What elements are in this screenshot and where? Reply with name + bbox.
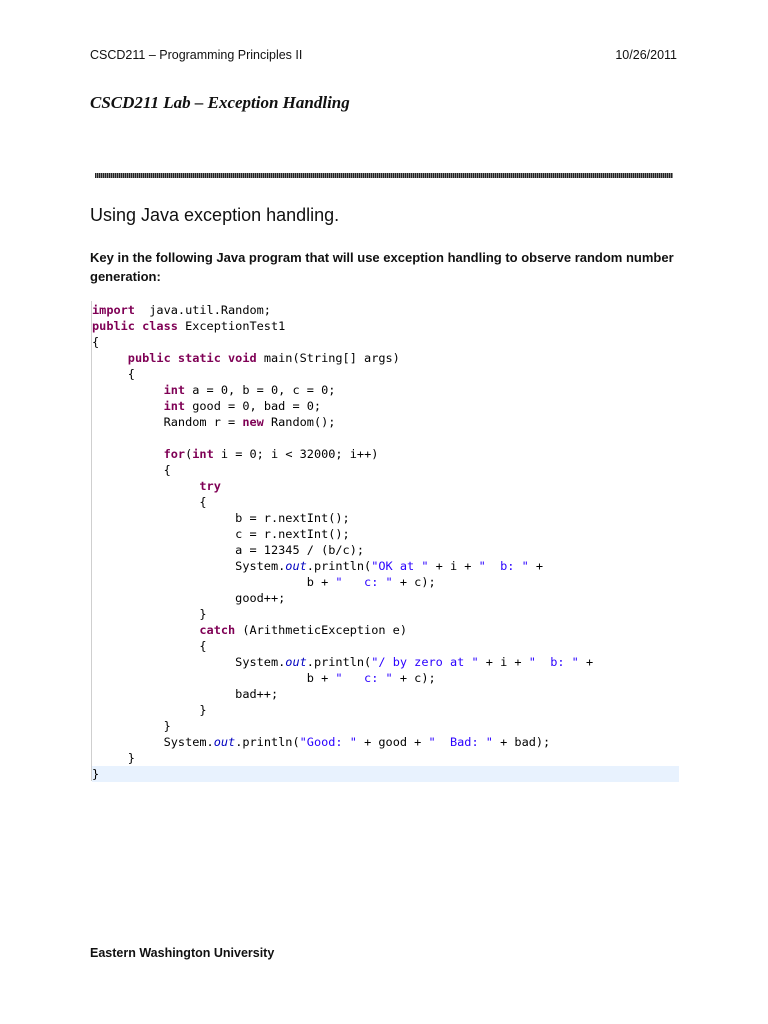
code-token: a = 12345 / (b/c); bbox=[92, 543, 365, 557]
code-token: catch bbox=[199, 623, 236, 637]
code-token: bad++; bbox=[92, 687, 279, 701]
code-token: + i + bbox=[428, 559, 479, 573]
intro-paragraph: Key in the following Java program that will use exception handling to observe random number generation: bbox=[90, 250, 674, 284]
code-token: new bbox=[242, 415, 264, 429]
code-line bbox=[92, 558, 543, 574]
code-line bbox=[92, 494, 207, 510]
code-token: good = 0, bad = 0; bbox=[185, 399, 322, 413]
code-token: + c); bbox=[392, 671, 436, 685]
code-token: + i + bbox=[478, 655, 529, 669]
code-listing bbox=[91, 301, 679, 781]
code-token: .println( bbox=[306, 559, 372, 573]
code-line bbox=[92, 670, 436, 686]
code-line bbox=[92, 542, 364, 558]
code-token: " Bad: " bbox=[428, 735, 493, 749]
code-line bbox=[92, 654, 593, 670]
code-line bbox=[92, 510, 350, 526]
code-line bbox=[92, 638, 207, 654]
code-line bbox=[92, 318, 285, 334]
code-token: + good + bbox=[356, 735, 429, 749]
code-line bbox=[92, 590, 285, 606]
code-token: { bbox=[92, 335, 100, 349]
code-token: i = 0; i < 32000; i++) bbox=[213, 447, 379, 461]
code-token: "OK at " bbox=[371, 559, 429, 573]
code-line bbox=[92, 398, 321, 414]
code-token: ExceptionTest1 bbox=[177, 319, 286, 333]
code-token: int bbox=[163, 383, 186, 397]
code-line bbox=[92, 478, 221, 494]
code-token: (ArithmeticException e) bbox=[235, 623, 407, 637]
code-token: " b: " bbox=[528, 655, 579, 669]
code-token: " b: " bbox=[478, 559, 529, 573]
code-line bbox=[92, 334, 99, 350]
code-token: Random(); bbox=[263, 415, 336, 429]
code-token: { bbox=[92, 639, 207, 653]
code-token: + bad); bbox=[492, 735, 551, 749]
code-token: System. bbox=[92, 735, 214, 749]
code-line bbox=[92, 702, 207, 718]
code-line bbox=[92, 574, 436, 590]
code-token: } bbox=[92, 751, 135, 765]
code-token bbox=[92, 447, 164, 461]
code-line bbox=[92, 302, 271, 318]
code-token: a = 0, b = 0, c = 0; bbox=[185, 383, 336, 397]
code-token: .println( bbox=[306, 655, 372, 669]
code-token: int bbox=[163, 399, 186, 413]
code-line-highlighted bbox=[92, 766, 679, 782]
code-token: java.util.Random; bbox=[134, 303, 271, 317]
code-token: b + bbox=[92, 671, 336, 685]
code-token: try bbox=[199, 479, 221, 493]
code-line bbox=[92, 606, 207, 622]
code-line bbox=[92, 414, 335, 430]
code-token: out bbox=[285, 559, 307, 573]
code-line bbox=[92, 622, 407, 638]
code-line bbox=[92, 446, 378, 462]
code-token: b = r.nextInt(); bbox=[92, 511, 350, 525]
code-line bbox=[92, 350, 400, 366]
code-token: "Good: " bbox=[299, 735, 357, 749]
code-line bbox=[92, 750, 135, 766]
code-token: "/ by zero at " bbox=[371, 655, 479, 669]
code-token: main(String[] args) bbox=[256, 351, 400, 365]
code-token: + bbox=[578, 655, 594, 669]
code-token: " c: " bbox=[335, 575, 393, 589]
code-token: } bbox=[92, 767, 100, 781]
code-token bbox=[92, 479, 199, 493]
code-line bbox=[92, 526, 350, 542]
code-token: c = r.nextInt(); bbox=[92, 527, 350, 541]
code-token: out bbox=[285, 655, 307, 669]
code-line bbox=[92, 734, 550, 750]
code-token: public class bbox=[92, 319, 178, 333]
code-token bbox=[92, 399, 164, 413]
code-token: } bbox=[92, 719, 171, 733]
header-date: 10/26/2011 bbox=[615, 48, 677, 62]
footer-institution: Eastern Washington University bbox=[90, 946, 275, 960]
code-token: good++; bbox=[92, 591, 286, 605]
code-token: } bbox=[92, 607, 207, 621]
code-token: Random r = bbox=[92, 415, 243, 429]
code-token: " c: " bbox=[335, 671, 393, 685]
code-token: System. bbox=[92, 559, 286, 573]
code-token bbox=[92, 623, 199, 637]
code-token: System. bbox=[92, 655, 286, 669]
code-line bbox=[92, 366, 135, 382]
code-token: { bbox=[92, 495, 207, 509]
code-line bbox=[92, 462, 171, 478]
code-token: { bbox=[92, 367, 135, 381]
section-heading: Using Java exception handling. bbox=[90, 205, 340, 225]
code-token: import bbox=[92, 303, 135, 317]
code-token: ( bbox=[185, 447, 193, 461]
code-token bbox=[92, 351, 128, 365]
header-course: CSCD211 – Programming Principles II bbox=[90, 48, 303, 62]
horizontal-rule bbox=[95, 173, 673, 178]
document-title: CSCD211 Lab – Exception Handling bbox=[90, 93, 350, 112]
code-token: out bbox=[213, 735, 236, 749]
code-token: public static void bbox=[127, 351, 257, 365]
code-token: b + bbox=[92, 575, 336, 589]
code-token: .println( bbox=[235, 735, 300, 749]
code-token: + bbox=[528, 559, 544, 573]
code-token: int bbox=[192, 447, 214, 461]
code-line bbox=[92, 686, 278, 702]
code-token: } bbox=[92, 703, 207, 717]
code-token: for bbox=[163, 447, 186, 461]
code-token: { bbox=[92, 463, 171, 477]
code-line bbox=[92, 382, 335, 398]
code-line bbox=[92, 718, 171, 734]
code-token bbox=[92, 383, 164, 397]
code-token: + c); bbox=[392, 575, 436, 589]
